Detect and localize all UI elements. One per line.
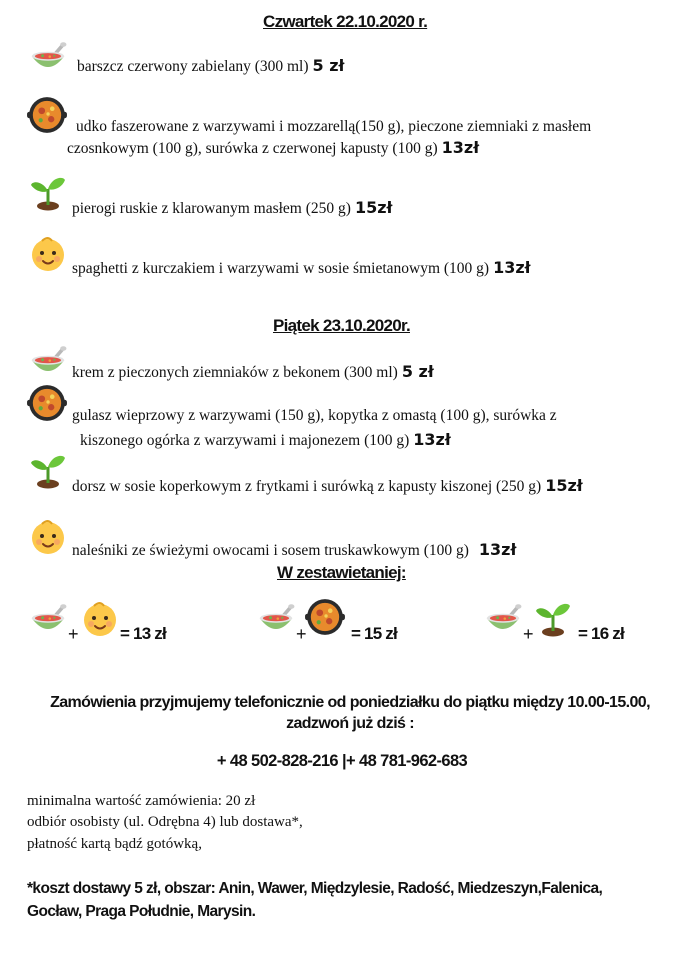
- paella-pan-icon: [304, 596, 346, 638]
- seedling-icon: [28, 172, 68, 212]
- paella-pan-icon: [26, 382, 68, 424]
- combo-plus: +: [296, 624, 307, 644]
- seedling-icon: [533, 598, 573, 638]
- orders-info: Zamówienia przyjmujemy telefonicznie od poniedziałku do piątku między 10.00-15.00,: [50, 694, 650, 711]
- combo-plus: +: [68, 624, 79, 644]
- menu-item-text: gulasz wieprzowy z warzywami (150 g), kopytka z omastą (100 g), surówka z: [72, 407, 557, 424]
- menu-item: [72, 476, 583, 496]
- menu-item-price: 5 zł: [312, 56, 345, 75]
- orders-call-now: zadzwoń już dziś :: [286, 715, 414, 732]
- baby-face-icon: [28, 516, 68, 556]
- baby-face-icon: [28, 233, 68, 273]
- menu-item: [72, 198, 392, 218]
- soup-bowl-icon: [28, 602, 68, 638]
- paella-pan-icon: [26, 94, 68, 136]
- menu-item-price: 13zł: [493, 258, 531, 277]
- menu-item: [72, 362, 434, 382]
- menu-item-price: 15zł: [354, 198, 393, 217]
- menu-item-price: 13zł: [413, 430, 451, 449]
- menu-item: [80, 430, 451, 450]
- day-title-friday: Piątek 23.10.2020r.: [273, 316, 410, 335]
- soup-bowl-icon: [256, 602, 296, 638]
- note-pickup: odbiór osobisty (ul. Odrębna 4) lub dostawa*,: [27, 814, 303, 830]
- delivery-areas: Gocław, Praga Południe, Marysin.: [27, 903, 256, 920]
- menu-item-text: barszcz czerwony zabielany (300 ml): [77, 58, 309, 75]
- menu-item: [72, 540, 516, 560]
- menu-item: [72, 258, 531, 278]
- baby-face-icon: [80, 598, 120, 638]
- soup-bowl-icon: [28, 40, 68, 76]
- delivery-cost: *koszt dostawy 5 zł, obszar: Anin, Wawer, Międzylesie, Radość, Miedzeszyn,Falenica,: [27, 880, 603, 897]
- seedling-icon: [28, 450, 68, 490]
- menu-item-text: naleśniki ze świeżymi owocami i sosem truskawkowym (100 g): [72, 542, 469, 559]
- menu-item-text-cont: czosnkowym (100 g), surówka z czerwonej kapusty (100 g): [67, 140, 438, 157]
- menu-item-price: 15zł: [545, 476, 583, 495]
- menu-item-text: spaghetti z kurczakiem i warzywami w sosie śmietanowym (100 g): [72, 260, 490, 277]
- combos-title: W zestawietaniej:: [277, 563, 406, 582]
- soup-bowl-icon: [28, 344, 68, 380]
- soup-bowl-icon: [483, 602, 523, 638]
- menu-item-text-cont: kiszonego ogórka z warzywami i majonezem (100 g): [80, 432, 410, 449]
- menu-item-text: udko faszerowane z warzywami i mozzarellą(150 g), pieczone ziemniaki z masłem: [76, 118, 592, 135]
- menu-item: [77, 56, 344, 76]
- combo-price: = 16 zł: [578, 624, 624, 643]
- menu-item-price: 13zł: [478, 540, 517, 559]
- menu-item-price: 13zł: [441, 138, 480, 157]
- menu-item-text: dorsz w sosie koperkowym z frytkami i surówką z kapusty kiszonej (250 g): [72, 478, 542, 495]
- menu-item-text: krem z pieczonych ziemniaków z bekonem (300 ml): [72, 364, 398, 381]
- combo-price: = 15 zł: [351, 624, 397, 643]
- note-min-order: minimalna wartość zamówienia: 20 zł: [27, 793, 256, 809]
- menu-item-price: 5 zł: [401, 362, 434, 381]
- day-title-thursday: Czwartek 22.10.2020 r.: [263, 12, 428, 31]
- phone-numbers: + 48 502-828-216 |+ 48 781-962-683: [216, 752, 468, 770]
- combo-price: = 13 zł: [120, 624, 166, 643]
- note-payment: płatność kartą bądź gotówką,: [27, 836, 202, 852]
- menu-item-text: pierogi ruskie z klarowanym masłem (250 g): [72, 200, 351, 217]
- combo-plus: +: [523, 624, 534, 644]
- menu-item: [67, 138, 479, 158]
